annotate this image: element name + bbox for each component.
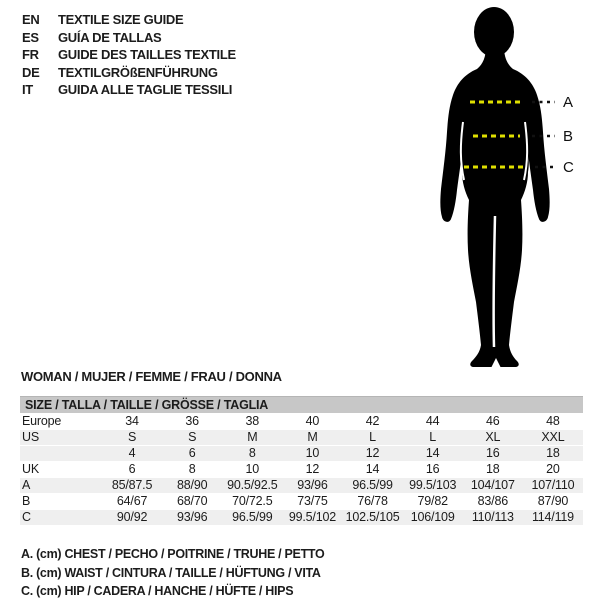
- size-table-header: SIZE / TALLA / TAILLE / GRÖSSE / TAGLIA: [20, 396, 583, 413]
- legend-hip: C. (cm) HIP / CADERA / HANCHE / HÜFTE / HIPS: [21, 584, 294, 598]
- legend-waist: B. (cm) WAIST / CINTURA / TAILLE / HÜFTUNG / VITA: [21, 565, 321, 580]
- table-row-uk: [20, 462, 583, 477]
- title-text: GUIDE DES TAILLES TEXTILE: [58, 47, 236, 62]
- size-cell: 8: [248, 446, 256, 460]
- size-cell: 90.5/92.5: [227, 478, 278, 492]
- size-cell: 93/96: [297, 478, 328, 492]
- size-cell: 4: [128, 446, 136, 460]
- language-title-block: [22, 13, 236, 101]
- table-row-hip: [20, 510, 583, 525]
- legend-chest: A. (cm) CHEST / PECHO / POITRINE / TRUHE / PETTO: [21, 547, 325, 561]
- size-cell: 46: [486, 414, 500, 428]
- row-label: Europe: [22, 414, 62, 428]
- marker-label-a: A: [563, 94, 574, 111]
- leg-gap-line: [494, 216, 495, 347]
- row-label: C: [22, 510, 31, 524]
- size-cell: 83/86: [477, 494, 508, 508]
- lang-code: ES: [22, 29, 39, 45]
- size-cell: 12: [365, 446, 380, 460]
- size-cell: L: [429, 430, 437, 444]
- title-row-en: [22, 13, 236, 26]
- table-row-europe: [20, 414, 583, 429]
- size-cell: 76/78: [357, 494, 388, 508]
- size-cell: M: [307, 430, 318, 444]
- title-row-de: [22, 66, 236, 79]
- lang-code: EN: [22, 12, 40, 27]
- size-cell: 85/87.5: [111, 478, 153, 492]
- lang-code: IT: [22, 82, 33, 97]
- table-row-chest: [20, 478, 583, 493]
- size-cell: 107/110: [531, 478, 575, 492]
- row-label: [20, 446, 102, 461]
- title-text: GUÍA DE TALLAS: [58, 29, 162, 45]
- size-cell: 12: [305, 462, 320, 476]
- row-label: B: [22, 494, 31, 508]
- row-label: US: [22, 430, 39, 444]
- size-cell: 18: [486, 462, 500, 476]
- size-table: [20, 396, 583, 526]
- gender-heading: WOMAN / MUJER / FEMME / FRAU / DONNA: [21, 369, 282, 384]
- measurement-figure: [380, 0, 600, 380]
- title-row-fr: [22, 48, 236, 61]
- size-cell: 88/90: [177, 478, 208, 492]
- size-cell: L: [369, 430, 376, 444]
- size-cell: 16: [486, 446, 500, 460]
- size-cell: 93/96: [177, 510, 208, 524]
- title-text: TEXTILGRÖßENFÜHRUNG: [58, 64, 218, 80]
- lang-code: DE: [22, 64, 40, 80]
- size-cell: 106/109: [410, 510, 455, 524]
- woman-silhouette-svg: [380, 0, 600, 380]
- size-cell: 110/113: [471, 510, 514, 524]
- size-cell: 40: [305, 414, 320, 428]
- size-cell: 14: [425, 446, 440, 460]
- size-cell: 6: [128, 462, 136, 476]
- size-cell: 38: [245, 414, 260, 428]
- table-row-us-numeric: [20, 446, 583, 461]
- size-cell: 73/75: [297, 494, 328, 508]
- size-cell: 48: [546, 414, 560, 428]
- size-cell: 34: [125, 414, 139, 428]
- title-row-es: [22, 31, 236, 44]
- size-cell: 18: [546, 446, 560, 460]
- size-cell: 87/90: [537, 494, 569, 508]
- size-cell: 104/107: [470, 478, 515, 492]
- size-cell: 14: [365, 462, 380, 476]
- size-cell: 96.5/99: [232, 510, 273, 524]
- size-cell: 96.5/99: [352, 478, 393, 492]
- size-cell: 20: [546, 462, 560, 476]
- marker-label-b: B: [563, 128, 574, 145]
- size-cell: 68/70: [177, 494, 208, 508]
- size-cell: 99.5/103: [409, 478, 457, 492]
- size-cell: 8: [188, 462, 196, 476]
- size-cell: XL: [485, 430, 501, 444]
- table-row-waist: [20, 494, 583, 509]
- title-row-it: [22, 83, 236, 96]
- measurement-legend: [21, 545, 324, 601]
- size-cell: 10: [245, 462, 260, 476]
- woman-silhouette: [440, 44, 549, 367]
- size-cell: 70/72.5: [232, 494, 273, 508]
- size-cell: 102.5/105: [345, 510, 400, 524]
- size-cell: 44: [425, 414, 440, 428]
- size-cell: XXL: [541, 430, 565, 444]
- table-row-us: [20, 430, 583, 445]
- size-cell: 64/67: [116, 494, 148, 508]
- size-cell: 16: [425, 462, 440, 476]
- size-cell: 36: [185, 414, 199, 428]
- size-cell: 6: [188, 446, 196, 460]
- size-cell: 10: [305, 446, 320, 460]
- size-cell: 42: [365, 414, 380, 428]
- row-label: A: [22, 478, 31, 492]
- size-cell: S: [188, 430, 197, 444]
- size-cell: 114/119: [531, 510, 574, 524]
- title-text: TEXTILE SIZE GUIDE: [58, 12, 184, 27]
- size-cell: 79/82: [417, 494, 448, 508]
- size-cell: 99.5/102: [288, 510, 336, 524]
- title-text: GUIDA ALLE TAGLIE TESSILI: [58, 82, 233, 97]
- lang-code: FR: [22, 47, 39, 62]
- row-label: UK: [22, 462, 39, 476]
- size-cell: M: [247, 430, 258, 444]
- marker-label-c: C: [563, 159, 574, 176]
- size-cell: 90/92: [116, 510, 148, 524]
- size-cell: S: [127, 430, 137, 444]
